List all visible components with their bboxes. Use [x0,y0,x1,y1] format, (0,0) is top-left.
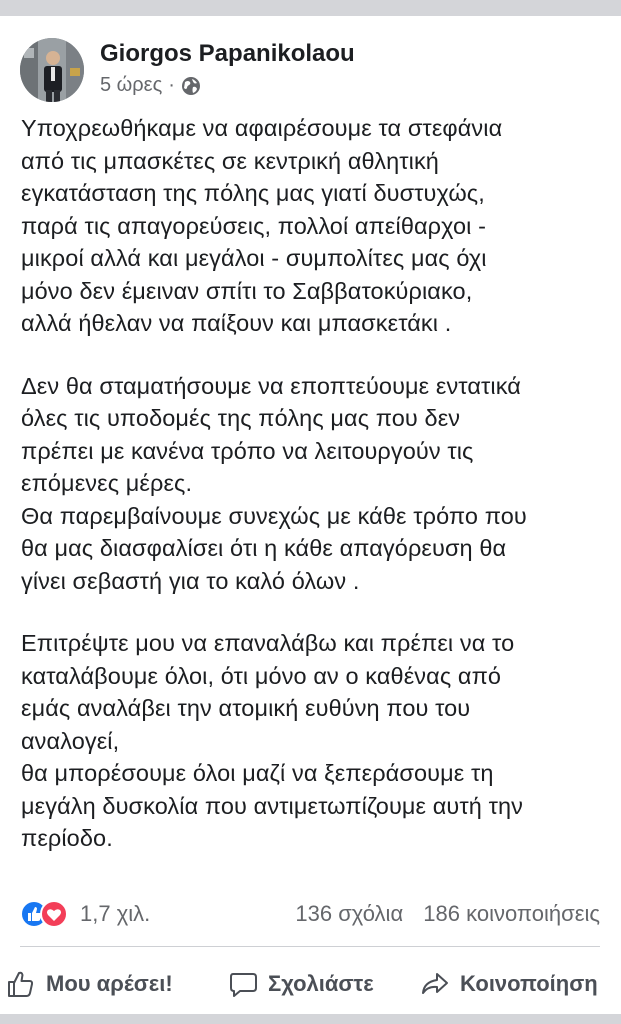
text-line: εγκατάσταση της πόλης μας γιατί δυστυχώς, [21,180,485,206]
text-line: θα μπορέσουμε όλοι μαζί να ξεπεράσουμε τη [21,760,494,786]
text-line: παρά τις απαγορεύσεις, πολλοί απείθαρχοι - [21,212,486,239]
like-button[interactable] [6,962,173,1006]
comment-label: Σχολιάστε [268,971,374,996]
comment-button[interactable] [228,962,374,1006]
text-line: πρέπει με κανένα τρόπο να λειτουργούν τις [21,437,474,464]
text-line: μόνο δεν έμειναν σπίτι το Σαββατοκύριακο, [21,277,473,304]
post-header [20,34,600,104]
share-label: Κοινοποίηση [460,971,598,996]
avatar-photo-icon [20,38,84,102]
text-line: περίοδο. [21,825,113,851]
text-line: Υποχρεωθήκαμε να αφαιρέσουμε τα στεφάνια [21,115,503,141]
engagement-counts [281,901,600,927]
top-separator [0,0,621,16]
comment-bubble-icon [228,969,258,999]
like-label: Μου αρέσει! [46,971,173,996]
action-bar [0,962,621,1006]
bottom-separator [0,1014,621,1024]
reactions-summary [20,898,600,930]
text-line: όλες τις υποδομές της πόλης μας που δεν [21,405,461,431]
post-paragraph-1 [21,112,611,340]
love-reaction-icon [41,901,67,927]
text-line: μικροί αλλά και μεγάλοι - συμπολίτες μας όχι [21,245,487,271]
text-line: αλλά ήθελαν να παίξουν και μπασκετάκι . [21,310,452,336]
post-paragraph-3 [21,627,611,855]
post-text [21,112,611,885]
text-line: καταλάβουμε όλοι, ότι μόνο αν ο καθένας από [21,662,502,689]
share-arrow-icon [420,969,450,999]
text-line: εμάς αναλάβει την ατομική ευθύνη που του [21,695,471,721]
text-line: από τις μπασκέτες σε κεντρική αθλητική [21,147,439,174]
post-time[interactable]: 5 ώρες [100,74,163,96]
text-line: αναλογεί, [21,727,120,754]
post-meta [100,74,201,97]
text-line: Δεν θα σταματήσουμε να εποπτεύουμε εντατικά [21,372,521,399]
avatar[interactable] [20,38,84,102]
reaction-count[interactable]: 1,7 χιλ. [80,901,151,926]
post-paragraph-2 [21,370,611,598]
meta-separator: · [168,74,175,96]
author-name[interactable]: Giorgos Papanikolaou [100,40,355,67]
reaction-icons[interactable] [20,900,68,928]
text-line: γίνει σεβαστή για το καλό όλων . [21,567,360,594]
text-line: Επιτρέψτε μου να επαναλάβω και πρέπει να το [21,630,515,656]
divider [20,946,600,947]
text-line: επόμενες μέρες. [21,470,193,496]
comment-count[interactable]: 136 σχόλια [295,901,404,926]
text-line: μεγάλη δυσκολία που αντιμετωπίζουμε αυτή την [21,792,523,819]
text-line: Θα παρεμβαίνουμε συνεχώς με κάθε τρόπο που [21,502,527,529]
globe-icon[interactable] [181,76,201,96]
text-line: θα μας διασφαλίσει ότι η κάθε απαγόρευση θα [21,535,507,561]
share-button[interactable] [420,962,598,1006]
thumbs-up-icon [6,969,36,999]
share-count[interactable]: 186 κοινοποιήσεις [423,901,600,926]
